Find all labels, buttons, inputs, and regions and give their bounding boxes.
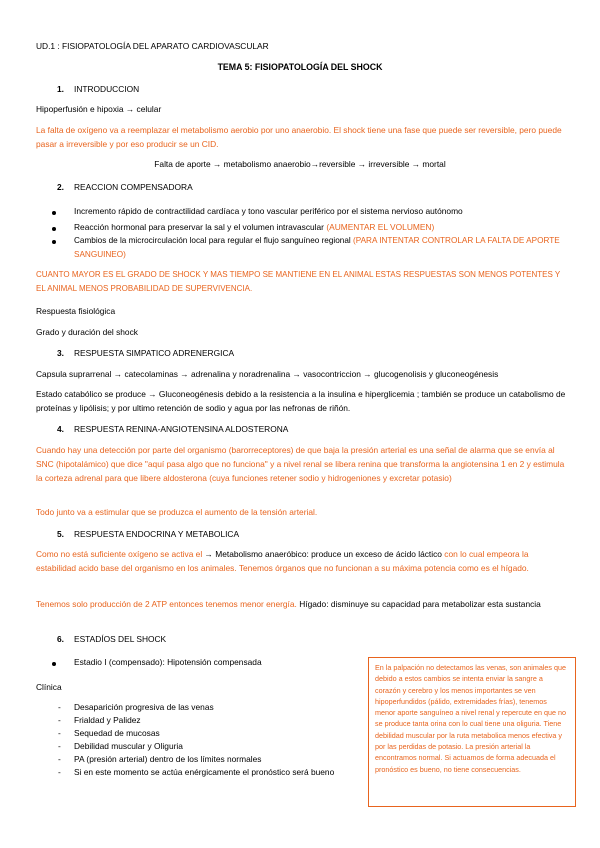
intro-line: Hipoperfusión e hipoxia → celular [36,104,162,114]
bullet-dot [52,240,56,244]
section-2-heading: REACCION COMPENSADORA [74,182,193,192]
bullet-dot [52,211,56,215]
compensation-item-1: Incremento rápido de contractilidad cardíaca y tono vascular periférico por el sistema nervioso autónomo [74,206,463,216]
page-title: TEMA 5: FISIOPATOLOGÍA DEL SHOCK [217,62,383,72]
clinical-notes-box: En la palpación no detectamos las venas, son animales que debido a estos cambios se intenta enviar la sangre a corazón y cerebro y los menos importantes se ven hipoperfundidos (pálido, extremidades frías), tenemos menor aporte sanguíneo a nivel renal y repercute en que no se produce tanta orina con lo cual tiene una oliguria. Tiene debilidad muscular por la ruta metabolica menos efectiva y por las perdidas de potasio. La presión arterial la encontramos normal. Si actuamos de forma adecuada el pronóstico es bueno, no tiene consecuencias. [368,657,576,807]
bullet-dot [52,662,56,666]
section-5-number: 5. [57,529,64,539]
compensation-item-2 [74,221,434,233]
section-4-heading: RESPUESTA RENINA-ANGIOTENSINA ALDOSTERONA [74,424,289,434]
intro-flow: Falta de aporte → metabolismo anaerobio→reversible → irreversible → mortal [154,159,446,169]
atp-part-b: Hígado: disminuye su capacidad para metabolizar esta sustancia [299,599,541,609]
atp-paragraph [36,597,570,611]
metabolic-part-c: con lo cual empeora la estabilidad acido base del organismo en los animales. Tenemos órganos que no funcionan a su máxima potencia como es el hígado. [36,549,529,573]
section-6-number: 6. [57,634,64,644]
dash-marker: - [58,767,61,777]
list-item: Debilidad muscular y Oliguria [74,741,183,751]
section-1-heading: INTRODUCCION [74,84,140,94]
list-item: PA (presión arterial) dentro de los límites normales [74,754,262,764]
dash-marker: - [58,754,61,764]
intro-orange-paragraph: La falta de oxígeno va a reemplazar el metabolismo aerobio por uno anaerobio. El shock tiene una fase que puede ser reversible, pero puede pasar a irreversible y por eso producir se un CID. [36,125,562,149]
metabolic-part-b: → Metabolismo anaeróbico: produce un exceso de ácido láctico [204,549,442,559]
renin-paragraph: Cuando hay una detección por parte del organismo (barorreceptores) de que baja la presión arterial es una señal de alarma que se envía al SNC (hipotalámico) que dice "aquí pasa algo que no funciona" y a nivel renal se libera renina que transforma la angiotensina 1 en 2 y estimula la corteza adrenal para que libere aldosterona (cuya funciones retener sodio y hidrogeniones y excretar potasio) [36,445,565,483]
section-2-number: 2. [57,182,64,192]
atp-part-a: Tenemos solo producción de 2 ATP entonces tenemos menor energía. [36,599,297,609]
dash-marker: - [58,741,61,751]
metabolic-paragraph [36,547,570,575]
bullet-dot [52,227,56,231]
severity-caps-paragraph: CUANTO MAYOR ES EL GRADO DE SHOCK Y MAS TIEMPO SE MANTIENE EN EL ANIMAL ESTAS RESPUESTAS SON MENOS POTENTES Y EL ANIMAL MENOS PROBABILIDAD DE SUPERVIVENCIA. [36,270,561,293]
dash-marker: - [58,715,61,725]
section-4-number: 4. [57,424,64,434]
list-item: Desaparición progresiva de las venas [74,702,214,712]
compensation-item-3-note: (PARA INTENTAR CONTROLAR LA FALTA DE APORTE SANGUINEO) [74,236,560,259]
list-item: Sequedad de mucosas [74,728,160,738]
section-6-heading: ESTADÍOS DEL SHOCK [74,634,167,644]
catabolic-paragraph: Estado catabólico se produce → Gluconeogénesis debido a la resistencia a la insulina e hiperglicemia ; también se produce un catabolismo de proteínas y lipólisis; y por ultimo retención de sodio y agua por las nefronas de riñón. [36,389,566,413]
list-item: Frialdad y Palidez [74,715,141,725]
physiological-response: Respuesta fisiológica [36,306,116,316]
compensation-item-2-text: Reacción hormonal para preservar la sal y el volumen intravascular [74,222,324,232]
section-1-number: 1. [57,84,64,94]
sympathetic-chain: Capsula suprarrenal → catecolaminas → adrenalina y noradrenalina → vasocontriccion → glucogenolisis y gluconeogénesis [36,369,499,379]
header-unit: UD.1 : FISIOPATOLOGÍA DEL APARATO CARDIOVASCULAR [36,41,269,51]
dash-marker: - [58,702,61,712]
stage-1-title: Estadio I (compensado): Hipotensión compensada [74,657,262,667]
compensation-item-3-text: Cambios de la microcirculación local para regular el flujo sanguíneo regional [74,236,351,245]
compensation-item-2-note: (AUMENTAR EL VOLUMEN) [326,222,435,232]
clinical-label: Clínica [36,682,62,692]
shock-degree: Grado y duración del shock [36,327,138,337]
section-3-number: 3. [57,348,64,358]
section-3-heading: RESPUESTA SIMPATICO ADRENERGICA [74,348,235,358]
list-item: Si en este momento se actúa enérgicamente el pronóstico será bueno [74,767,335,777]
compensation-item-3 [74,234,568,262]
metabolic-part-a: Como no está suficiente oxígeno se activa el [36,549,203,559]
renin-summary: Todo junto va a estimular que se produzca el aumento de la tensión arterial. [36,507,318,517]
dash-marker: - [58,728,61,738]
section-5-heading: RESPUESTA ENDOCRINA Y METABOLICA [74,529,240,539]
